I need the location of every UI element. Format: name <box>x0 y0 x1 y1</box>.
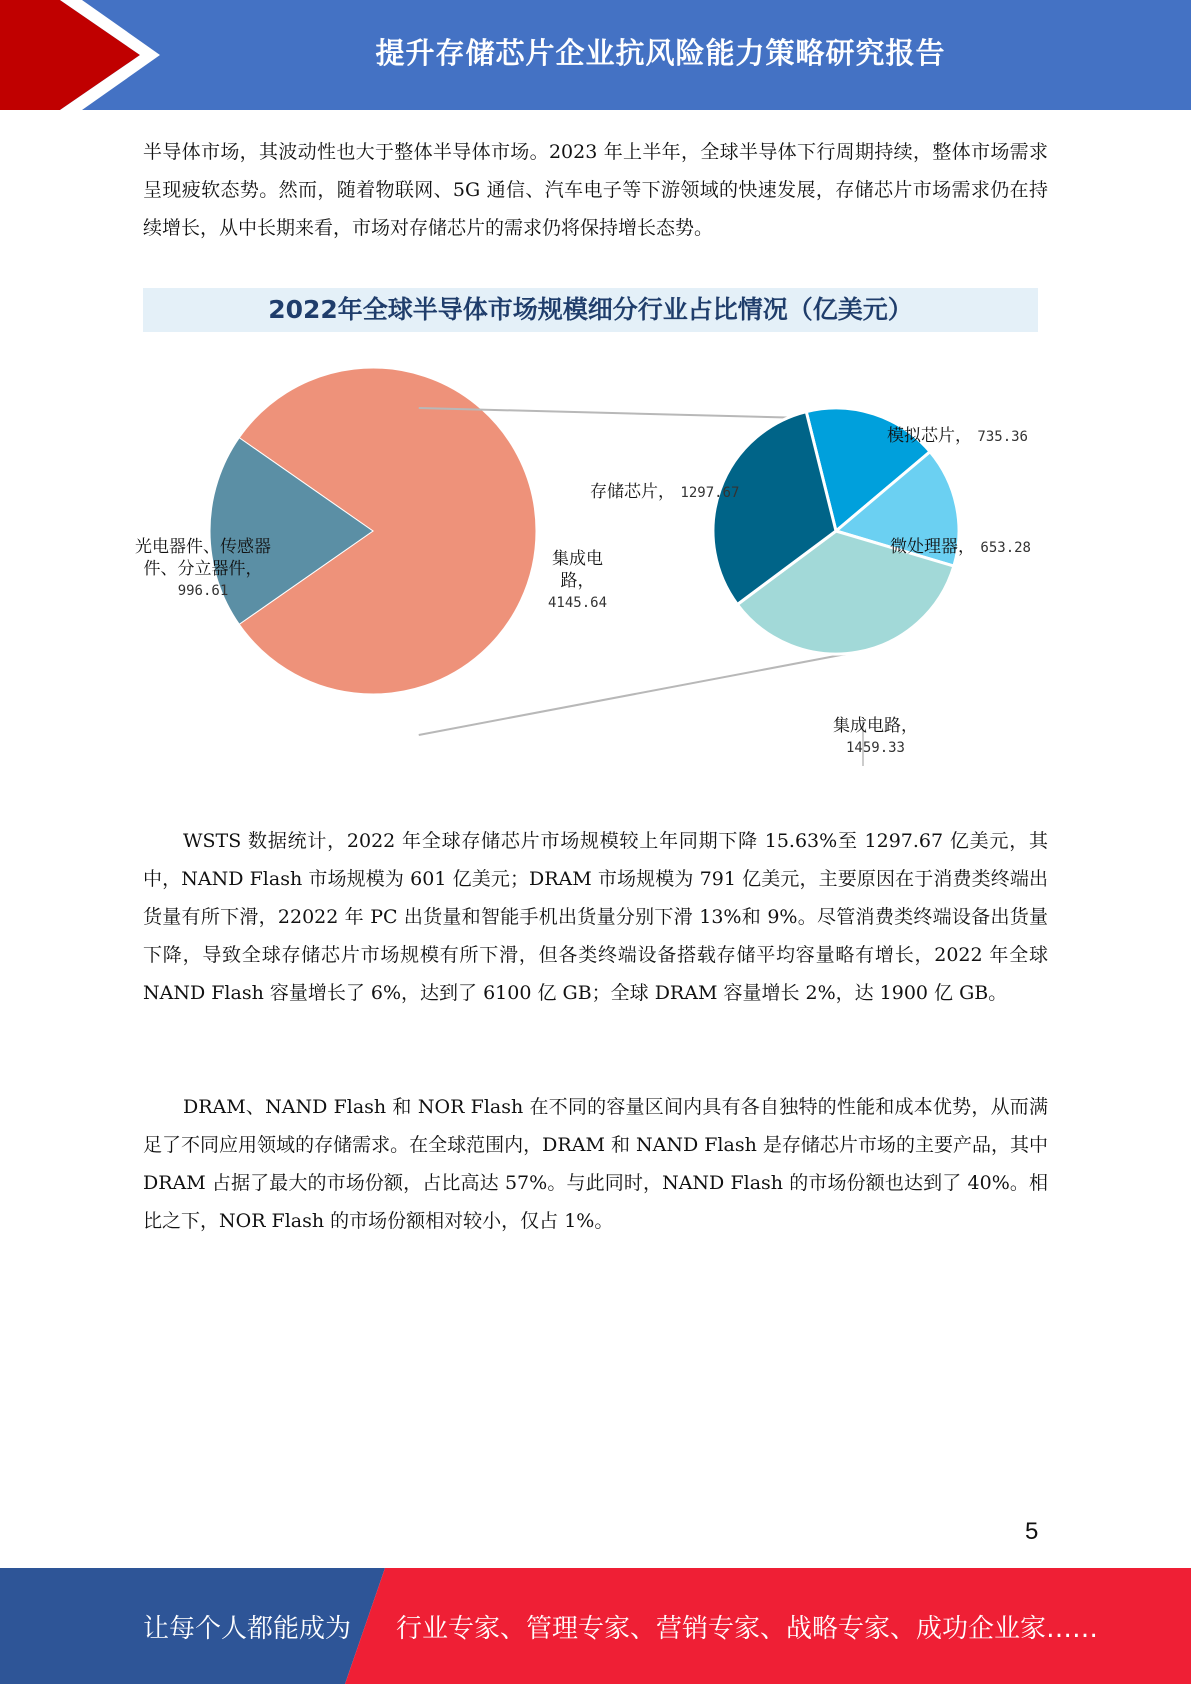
footer-slogan-right: 行业专家、管理专家、营销专家、战略专家、成功企业家…… <box>396 1614 1099 1644</box>
page-footer <box>0 1568 1191 1684</box>
label-analog-chip: 模拟芯片， 735.36 <box>887 426 1028 446</box>
page-number: 5 <box>1025 1518 1039 1545</box>
label-optoelectronic: 光电器件、传感器 件、分立器件， 996.61 <box>135 537 271 599</box>
label-memory-chip: 存储芯片， 1297.67 <box>590 482 740 502</box>
chart-canvas <box>143 288 1038 768</box>
label-integrated-circuit-sub: 集成电路， 1459.33 <box>833 716 918 756</box>
footer-slogan-left: 让每个人都能成为 <box>143 1614 352 1644</box>
paragraph-intro: 半导体市场，其波动性也大于整体半导体市场。2023 年上半年，全球半导体下行周期持续，整体市场需求呈现疲软态势。然而，随着物联网、5G 通信、汽车电子等下游领域的快速发展，存储芯片市场需求仍在持续增长，从中长期来看，市场对存储芯片的需求仍将保持增长态势。 <box>143 141 1048 239</box>
paragraph-market-share: DRAM、NAND Flash 和 NOR Flash 在不同的容量区间内具有各自独特的性能和成本优势，从而满足了不同应用领域的存储需求。在全球范围内，DRAM 和 NAND Flash 是存储芯片市场的主要产品，其中 DRAM 占据了最大的市场份额，占比高达 57%。与此同时，NAND Flash 的市场份额也达到了 40%。相比之下，NOR Flash 的市场份额相对较小，仅占 1%。 <box>143 1096 1048 1232</box>
header-title: 提升存储芯片企业抗风险能力策略研究报告 <box>375 36 946 70</box>
chart-title: 2022年全球半导体市场规模细分行业占比情况（亿美元） <box>268 295 913 324</box>
semiconductor-market-pie-chart <box>135 288 1038 768</box>
paragraph-wsts-statistics: WSTS 数据统计，2022 年全球存储芯片市场规模较上年同期下降 15.63%至 1297.67 亿美元，其中，NAND Flash 市场规模为 601 亿美元；DRAM 市场规模为 791 亿美元，主要原因在于消费类终端出货量有所下滑，22022 年 PC 出货量和智能手机出货量分别下滑 13%和 9%。尽管消费类终端设备出货量下降，导致全球存储芯片市场规模有所下滑，但各类终端设备搭载存储平均容量略有增长，2022 年全球 NAND Flash 容量增长了 6%，达到了 6100 亿 GB；全球 DRAM 容量增长 2%，达 1900 亿 GB。 <box>143 830 1048 1004</box>
page-header <box>0 0 1191 110</box>
label-microprocessor: 微处理器， 653.28 <box>890 537 1031 557</box>
label-integrated-circuit-main: 集成电 路， 4145.64 <box>548 549 608 611</box>
connector-line-bottom <box>419 654 846 735</box>
